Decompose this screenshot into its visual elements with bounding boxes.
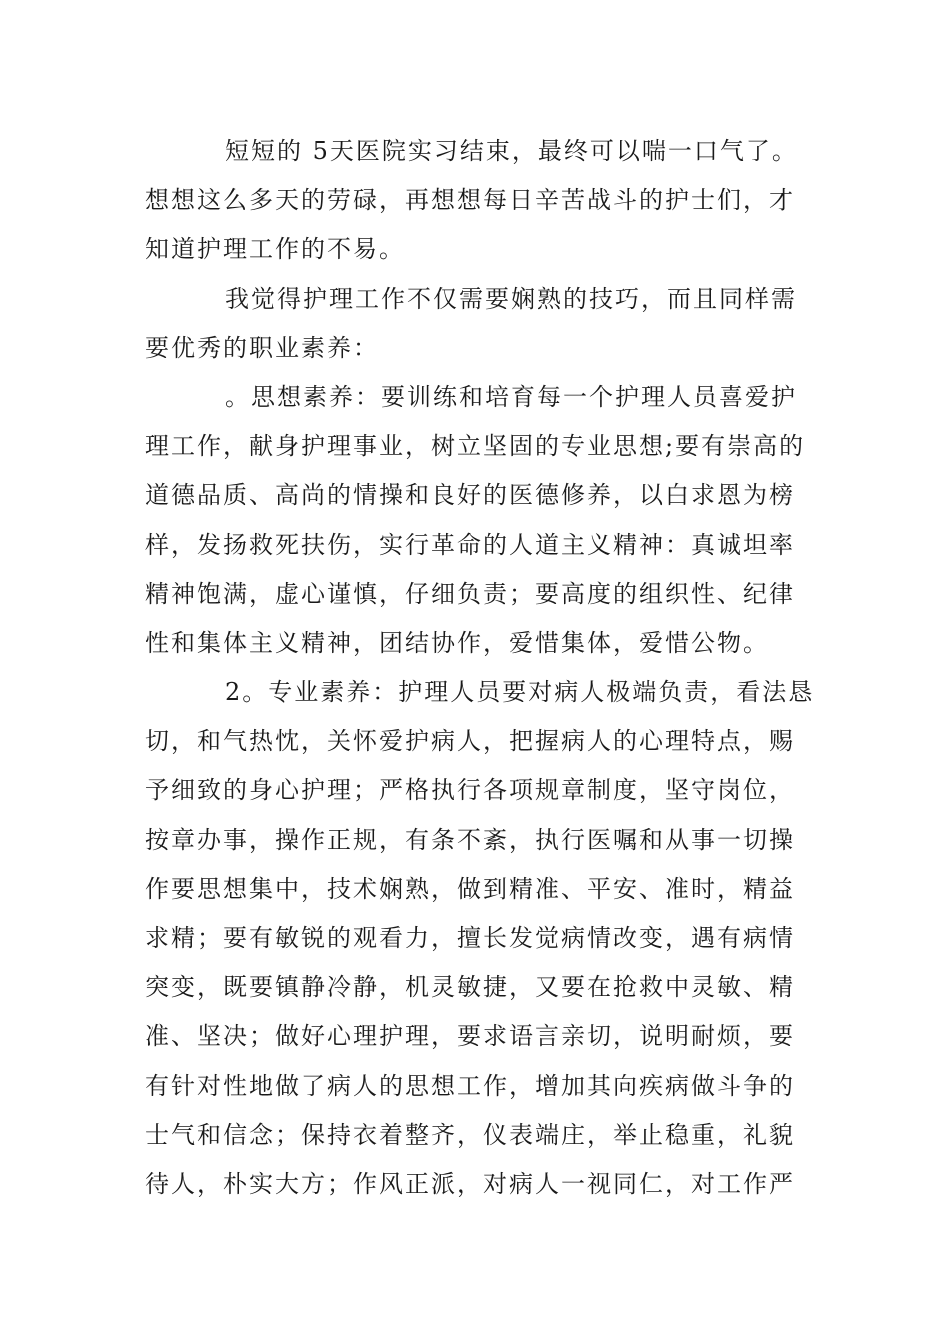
paragraph-line: 道德品质、高尚的情操和良好的医德修养，以白求恩为榜 — [145, 481, 795, 510]
paragraph-line: 样，发扬救死扶伤，实行革命的人道主义精神：真诚坦率 — [145, 530, 795, 559]
paragraph-line: 士气和信念；保持衣着整齐，仪表端庄，举止稳重，礼貌 — [145, 1120, 795, 1149]
paragraph-line: 性和集体主义精神，团结协作，爱惜集体，爱惜公物。 — [145, 628, 769, 657]
paragraph-line: 短短的 5天医院实习结束，最终可以喘一口气了。 — [225, 137, 798, 165]
paragraph-line: 我觉得护理工作不仅需要娴熟的技巧，而且同样需 — [225, 284, 797, 313]
paragraph-line: 准、坚决；做好心理护理，要求语言亲切，说明耐烦，要 — [145, 1022, 795, 1051]
paragraph-line: 2。专业素养：护理人员要对病人极端负责，看法恳 — [225, 678, 815, 707]
paragraph-line: 作要思想集中，技术娴熟，做到精准、平安、准时，精益 — [145, 874, 795, 903]
paragraph-line: 要优秀的职业素养： — [145, 333, 379, 362]
paragraph-line: 有针对性地做了病人的思想工作，增加其向疾病做斗争的 — [145, 1071, 795, 1100]
paragraph-line: 理工作，献身护理事业，树立坚固的专业思想;要有崇高的 — [145, 432, 806, 461]
paragraph-line: 求精；要有敏锐的观看力，擅长发觉病情改变，遇有病情 — [145, 924, 795, 952]
paragraph-internship-ended — [145, 127, 810, 275]
paragraph-professional-qualities — [145, 275, 810, 373]
paragraph-line: 突变，既要镇静冷静，机灵敏捷，又要在抢救中灵敏、精 — [145, 973, 795, 1002]
paragraph-line: 按章办事，操作正规，有条不紊，执行医嘱和从事一切操 — [145, 825, 795, 854]
document-body — [145, 127, 815, 1209]
paragraph-line: 知道护理工作的不易。 — [145, 235, 405, 264]
paragraph-line: 精神饱满，虚心谨慎，仔细负责；要高度的组织性、纪律 — [145, 579, 795, 608]
paragraph-line: 想想这么多天的劳碌，再想想每日辛苦战斗的护士们，才 — [145, 186, 795, 215]
paragraph-line: 。思想素养：要训练和培育每一个护理人员喜爱护 — [225, 382, 797, 411]
paragraph-line: 切，和气热忱，关怀爱护病人，把握病人的心理特点，赐 — [145, 727, 795, 756]
paragraph-ideological-qualities — [145, 373, 810, 668]
paragraph-line: 待人，朴实大方；作风正派，对病人一视同仁，对工作严 — [145, 1169, 795, 1198]
paragraph-line: 予细致的身心护理；严格执行各项规章制度，坚守岗位， — [145, 776, 795, 805]
paragraph-specialist-qualities — [145, 668, 815, 1209]
